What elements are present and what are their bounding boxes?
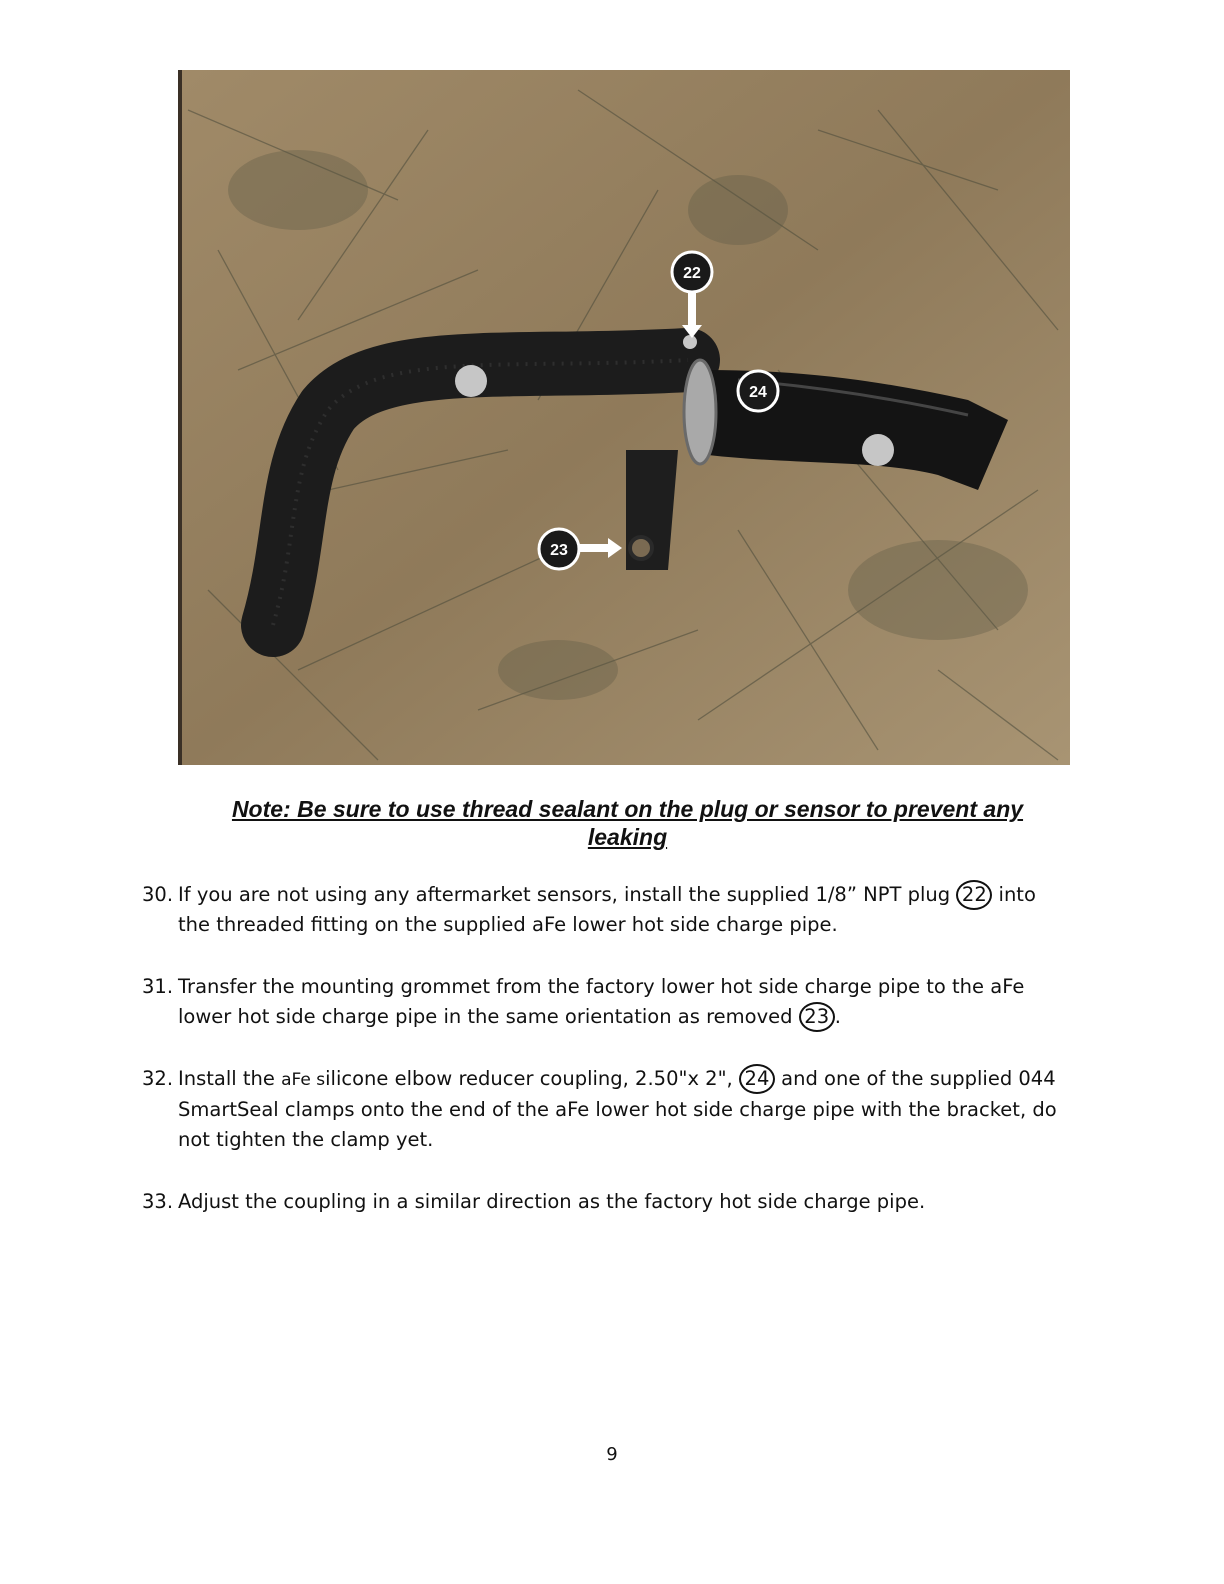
step-text: Transfer the mounting grommet from the factory lower hot side charge pipe to the aFe lower hot side charge pipe in the same orientation as removed bbox=[178, 975, 1025, 1028]
svg-text:23: 23 bbox=[550, 542, 568, 559]
smartseal-clamp bbox=[684, 360, 716, 464]
svg-text:24: 24 bbox=[749, 384, 767, 401]
step-number: 33. bbox=[142, 1190, 174, 1213]
step-number: 30. bbox=[142, 883, 174, 906]
callout-22: 22 bbox=[956, 880, 992, 910]
step-text-cont: . bbox=[834, 1005, 841, 1028]
step-32 bbox=[142, 1064, 1072, 1155]
callout-24-marker bbox=[738, 371, 778, 411]
sealant-note: Note: Be sure to use thread sealant on the plug or sensor to prevent any leaking bbox=[231, 796, 1024, 850]
brand-text: aFe s bbox=[281, 1070, 326, 1090]
step-text: Adjust the coupling in a similar direction as the factory hot side charge pipe. bbox=[178, 1190, 926, 1213]
mounting-grommet bbox=[630, 537, 652, 559]
instruction-steps bbox=[142, 880, 1072, 1249]
step-text: Install the bbox=[178, 1067, 282, 1090]
step-number: 31. bbox=[142, 975, 174, 998]
npt-fitting bbox=[683, 335, 697, 349]
step-number: 32. bbox=[142, 1067, 174, 1090]
step-text-mid: ilicone elbow reducer coupling, 2.50"x 2", bbox=[325, 1067, 739, 1090]
afe-logo-icon-coupling bbox=[862, 434, 894, 466]
step-30 bbox=[142, 880, 1072, 940]
step-text-cont: and one of the supplied 044 SmartSeal clamps onto the end of the aFe lower hot side charge pipe with the bracket, do not tighten the clamp yet. bbox=[178, 1067, 1057, 1151]
callout-24: 24 bbox=[739, 1064, 775, 1094]
step-33 bbox=[142, 1187, 1072, 1217]
page-number: 9 bbox=[606, 1444, 618, 1465]
step-text: If you are not using any aftermarket sensors, install the supplied 1/8” NPT plug bbox=[178, 883, 957, 906]
step-31 bbox=[142, 972, 1072, 1032]
photo-illustration bbox=[178, 70, 1070, 765]
svg-text:22: 22 bbox=[683, 265, 701, 282]
charge-pipe-photo bbox=[178, 70, 1070, 765]
afe-logo-icon bbox=[455, 365, 487, 397]
callout-23: 23 bbox=[799, 1002, 835, 1032]
step-text-cont: into the threaded fitting on the supplied aFe lower hot side charge pipe. bbox=[178, 883, 1036, 936]
